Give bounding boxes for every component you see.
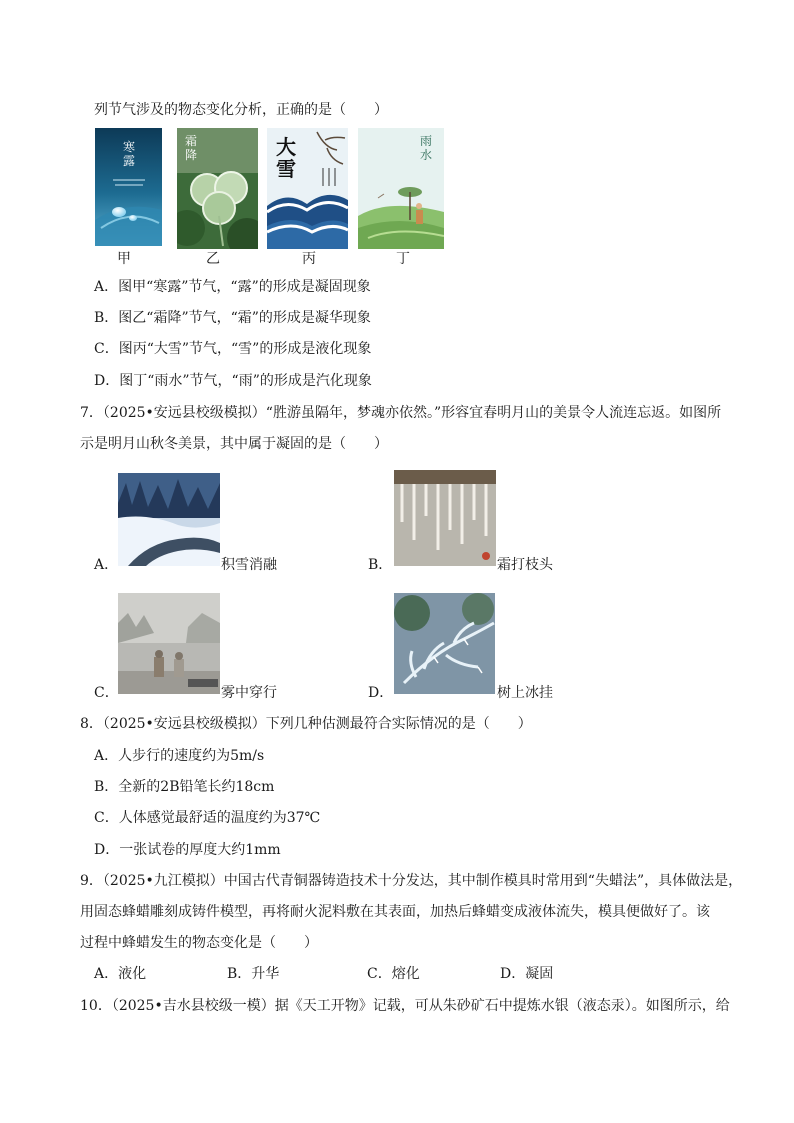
q9-stem-line1: 9．（2025•九江模拟）中国古代青铜器铸造技术十分发达，其中制作模具时常用到“失蜡法”，具体做法是， (80, 873, 743, 889)
shuangjiang-poster-title: 霜降 (184, 134, 197, 162)
yushui-poster-title: 雨水 (419, 134, 432, 162)
q7-option-c-letter: C． (94, 685, 119, 701)
q7-option-c-text: 雾中穿行 (221, 685, 277, 701)
q9-option-b: B．升华 (227, 966, 280, 982)
hanlu-poster-image (95, 128, 162, 246)
option-d-ice-image (394, 593, 495, 694)
q8-option-a: A．人步行的速度约为5m/s (94, 748, 265, 764)
caption-jia: 甲 (117, 251, 131, 267)
q7-option-a-letter: A． (94, 557, 119, 573)
hanlu-poster-title: 寒露 (122, 140, 135, 168)
q7-option-b-letter: B． (368, 557, 393, 573)
q10-stem-line1: 10．（2025•吉水县校级一模）据《天工开物》记载，可从朱砂矿石中提炼水银（液态汞）。如图所示，给 (80, 998, 730, 1014)
q7-option-d-text: 树上冰挂 (497, 685, 553, 701)
option-c-fog-image (118, 593, 220, 694)
yushui-poster-image (358, 128, 444, 249)
daxue-poster-image (267, 128, 348, 249)
q8-option-d: D．一张试卷的厚度大约1mm (94, 842, 281, 858)
q7-stem-line1: 7．（2025•安远县校级模拟）“胜游虽隔年，梦魂亦依然。”形容宜春明月山的美景令人流连忘返。如图所 (80, 405, 722, 421)
q6-option-b: B．图乙“霜降”节气，“霜”的形成是凝华现象 (94, 310, 371, 326)
shuangjiang-poster-image (177, 128, 258, 249)
q9-option-a: A．液化 (94, 966, 147, 982)
daxue-poster-title: 大雪 (276, 135, 296, 181)
q7-option-a-text: 积雪消融 (221, 557, 277, 573)
option-b-frost-image (394, 470, 496, 566)
q7-stem-line2: 示是明月山秋冬美景，其中属于凝固的是（ ） (80, 436, 388, 452)
q6-option-d: D．图丁“雨水”节气，“雨”的形成是汽化现象 (94, 373, 372, 389)
q7-option-b-text: 霜打枝头 (497, 557, 553, 573)
caption-yi: 乙 (206, 251, 220, 267)
q6-option-c: C．图丙“大雪”节气，“雪”的形成是液化现象 (94, 341, 372, 357)
q7-option-d-letter: D． (368, 685, 394, 701)
q9-option-c: C．熔化 (367, 966, 420, 982)
q6-option-a: A．图甲“寒露”节气，“露”的形成是凝固现象 (94, 279, 371, 295)
q9-stem-line3: 过程中蜂蜡发生的物态变化是（ ） (80, 935, 318, 951)
q8-stem: 8．（2025•安远县校级模拟）下列几种估测最符合实际情况的是（ ） (80, 716, 532, 732)
q9-option-d: D．凝固 (500, 966, 554, 982)
caption-bing: 丙 (302, 251, 316, 267)
q9-stem-line2: 用固态蜂蜡雕刻成铸件模型，再将耐火泥料敷在其表面，加热后蜂蜡变成液体流失，模具便做好了。该 (80, 904, 710, 920)
q8-option-c: C．人体感觉最舒适的温度约为37℃ (94, 810, 321, 826)
option-a-snow-melt-image (118, 473, 220, 566)
q8-option-b: B．全新的2B铅笔长约18cm (94, 779, 275, 795)
caption-ding: 丁 (396, 251, 410, 267)
q6-stem-tail: 列节气涉及的物态变化分析，正确的是（ ） (94, 102, 388, 118)
